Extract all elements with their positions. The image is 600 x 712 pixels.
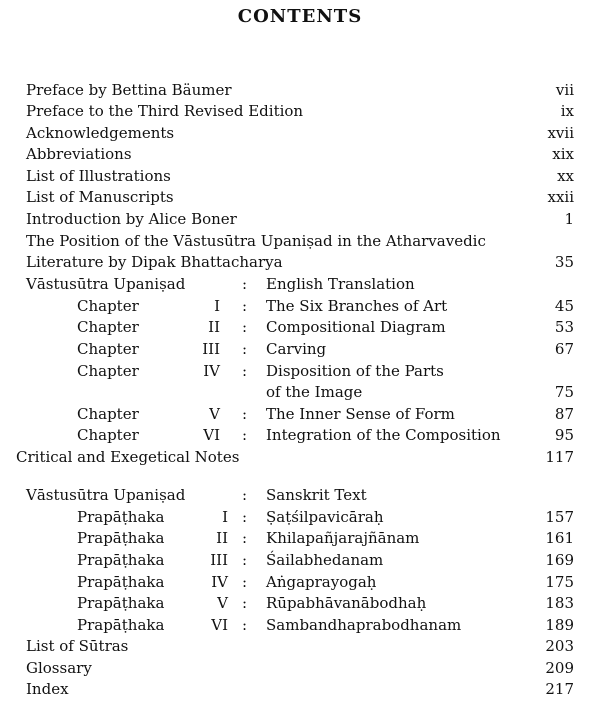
toc-entry-label: Introduction by Alice Boner: [26, 210, 237, 228]
chapter-page: 175: [545, 573, 574, 591]
chapter-page: 161: [545, 529, 574, 547]
toc-entry-page: xx: [557, 167, 574, 185]
toc-entry-page: 1: [564, 210, 574, 228]
chapter-page: 45: [554, 297, 574, 315]
chapter-page: 189: [545, 616, 574, 634]
toc-entry-page: 35: [554, 253, 574, 271]
chapter-title: Aṅgaprayogaḥ: [266, 573, 377, 591]
chapter-number: IV: [211, 573, 228, 591]
chapter-number: III: [202, 340, 220, 358]
toc-entry-page: 217: [545, 680, 574, 698]
chapter-number: II: [216, 529, 228, 547]
toc-entry-label: List of Manuscripts: [26, 188, 174, 206]
chapter-number: IV: [203, 362, 220, 380]
part-subheading: English Translation: [266, 275, 415, 293]
chapter-colon: :: [242, 529, 248, 547]
chapter-colon: :: [242, 362, 248, 380]
toc-entry-label: The Position of the Vāstusūtra Upaniṣad in the Atharvavedic: [26, 232, 486, 250]
chapter-title: Carving: [266, 340, 327, 358]
chapter-title: The Six Branches of Art: [266, 297, 448, 315]
chapter-page: 87: [554, 405, 574, 423]
chapter-number: VI: [211, 616, 228, 634]
chapter-number: V: [209, 405, 220, 423]
chapter-colon: :: [242, 551, 248, 569]
chapter-title: Khilapañjarajñānam: [266, 529, 420, 547]
chapter-title: Ṣaṭśilpavicāraḥ: [266, 508, 384, 526]
toc-entry-label: Index: [26, 680, 69, 698]
toc-entry-page: vii: [555, 81, 574, 99]
chapter-colon: :: [242, 426, 248, 444]
toc-entry-page: 117: [545, 448, 574, 466]
chapter-title-cont: of the Image: [266, 383, 363, 401]
chapter-title: Compositional Diagram: [266, 318, 446, 336]
toc-entry-label: List of Sūtras: [26, 637, 129, 655]
chapter-word: Prapāṭhaka: [77, 594, 165, 612]
chapter-number: III: [210, 551, 228, 569]
part-subheading: Sanskrit Text: [266, 486, 367, 504]
part-colon: :: [242, 275, 248, 293]
part-colon: :: [242, 486, 248, 504]
chapter-colon: :: [242, 508, 248, 526]
chapter-colon: :: [242, 318, 248, 336]
toc-entry-label: Glossary: [26, 659, 92, 677]
chapter-page: 75: [554, 383, 574, 401]
chapter-word: Prapāṭhaka: [77, 529, 165, 547]
chapter-colon: :: [242, 573, 248, 591]
chapter-title: Integration of the Composition: [266, 426, 501, 444]
chapter-word: Chapter: [77, 297, 139, 315]
part-heading: Vāstusūtra Upaniṣad: [26, 486, 186, 504]
chapter-page: 183: [545, 594, 574, 612]
chapter-title: Śailabhedanam: [266, 551, 384, 569]
toc-entry-page: 203: [545, 637, 574, 655]
chapter-colon: :: [242, 297, 248, 315]
toc-entry-page: xvii: [547, 124, 574, 142]
toc-entry-page: xix: [552, 145, 574, 163]
toc-entry-label: Acknowledgements: [26, 124, 175, 142]
chapter-word: Prapāṭhaka: [77, 616, 165, 634]
toc-entry-page: ix: [560, 102, 574, 120]
chapter-number: V: [217, 594, 228, 612]
chapter-page: 95: [554, 426, 574, 444]
toc-entry-label: List of Illustrations: [26, 167, 171, 185]
chapter-title: The Inner Sense of Form: [266, 405, 455, 423]
chapter-word: Chapter: [77, 426, 139, 444]
chapter-word: Chapter: [77, 340, 139, 358]
chapter-word: Prapāṭhaka: [77, 508, 165, 526]
chapter-colon: :: [242, 616, 248, 634]
chapter-title: Disposition of the Parts: [266, 362, 444, 380]
chapter-number: II: [208, 318, 220, 336]
chapter-word: Chapter: [77, 362, 139, 380]
chapter-page: 169: [545, 551, 574, 569]
chapter-word: Chapter: [77, 405, 139, 423]
chapter-colon: :: [242, 405, 248, 423]
toc-entry-label: Critical and Exegetical Notes: [16, 448, 240, 466]
chapter-page: 157: [545, 508, 574, 526]
page-title: CONTENTS: [237, 6, 363, 27]
toc-entry-label: Preface to the Third Revised Edition: [26, 102, 304, 120]
chapter-title: Sambandhaprabodhanam: [266, 616, 462, 634]
chapter-word: Prapāṭhaka: [77, 573, 165, 591]
chapter-colon: :: [242, 340, 248, 358]
toc-entry-page: xxii: [547, 188, 574, 206]
chapter-title: Rūpabhāvanābodhaḥ: [266, 594, 427, 612]
chapter-number: I: [214, 297, 220, 315]
chapter-colon: :: [242, 594, 248, 612]
chapter-page: 67: [554, 340, 574, 358]
chapter-page: 53: [554, 318, 574, 336]
toc-entry-label-cont: Literature by Dipak Bhattacharya: [26, 253, 283, 271]
chapter-number: VI: [203, 426, 220, 444]
chapter-word: Prapāṭhaka: [77, 551, 165, 569]
chapter-word: Chapter: [77, 318, 139, 336]
toc-entry-page: 209: [545, 659, 574, 677]
chapter-number: I: [222, 508, 228, 526]
part-heading: Vāstusūtra Upaniṣad: [26, 275, 186, 293]
toc-entry-label: Preface by Bettina Bäumer: [26, 81, 232, 99]
toc-entry-label: Abbreviations: [26, 145, 132, 163]
